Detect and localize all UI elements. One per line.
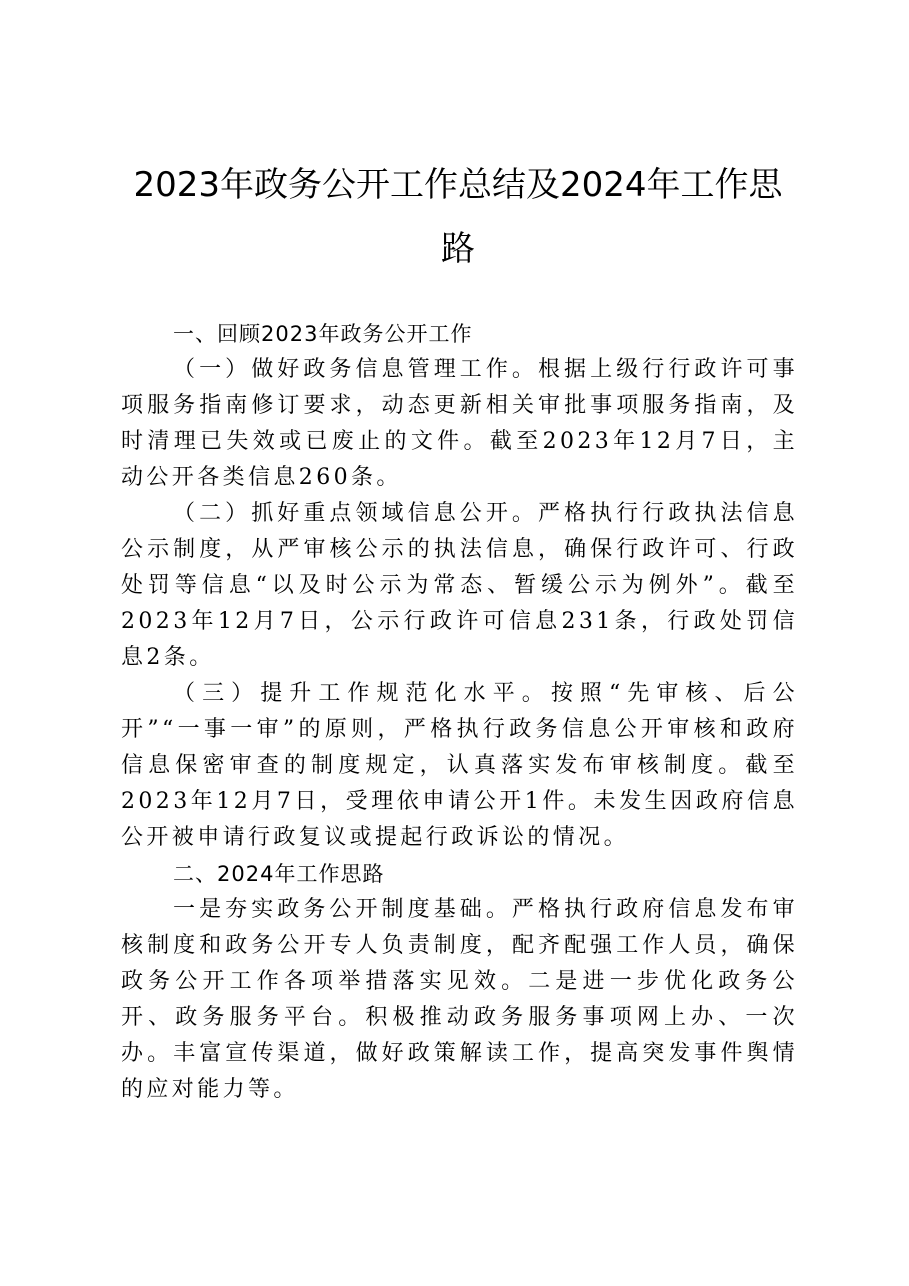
document-body xyxy=(121,316,798,1108)
paragraph-work-plan: 一是夯实政务公开制度基础。严格执行政府信息发布审核制度和政务公开专人负责制度，配齐配强工作人员，确保政务公开工作各项举措落实见效。二是进一步优化政务公开、政务服务平台。积极推动政务服务事项网上办、一次办。丰富宣传渠道，做好政策解读工作，提高突发事件舆情的应对能力等。 xyxy=(121,897,798,1102)
paragraph-key-areas-disclosure: （二）抓好重点领域信息公开。严格执行行政执法信息公示制度，从严审核公示的执法信息，确保行政许可、行政处罚等信息“以及时公示为常态、暂缓公示为例外”。截至2023年12月7日，公示行政许可信息231条，行政处罚信息2条。 xyxy=(121,501,798,670)
section-heading-plan-2024: 二、2024年工作思路 xyxy=(173,862,385,886)
section-heading-review-2023: 一、回顾2023年政务公开工作 xyxy=(173,322,473,346)
paragraph-info-management: （一）做好政务信息管理工作。根据上级行行政许可事项服务指南修订要求，动态更新相关审批事项服务指南，及时清理已失效或已废止的文件。截至2023年12月7日，主动公开各类信息260条。 xyxy=(121,357,798,490)
document-title: 2023年政务公开工作总结及2024年工作思路 xyxy=(133,165,783,269)
paragraph-standardization: （三）提升工作规范化水平。按照“先审核、后公开”“一事一审”的原则，严格执行政务信息公开审核和政府信息保密审查的制度规定，认真落实发布审核制度。截至2023年12月7日，受理依申请公开1件。未发生因政府信息公开被申请行政复议或提起行政诉讼的情况。 xyxy=(121,681,798,850)
